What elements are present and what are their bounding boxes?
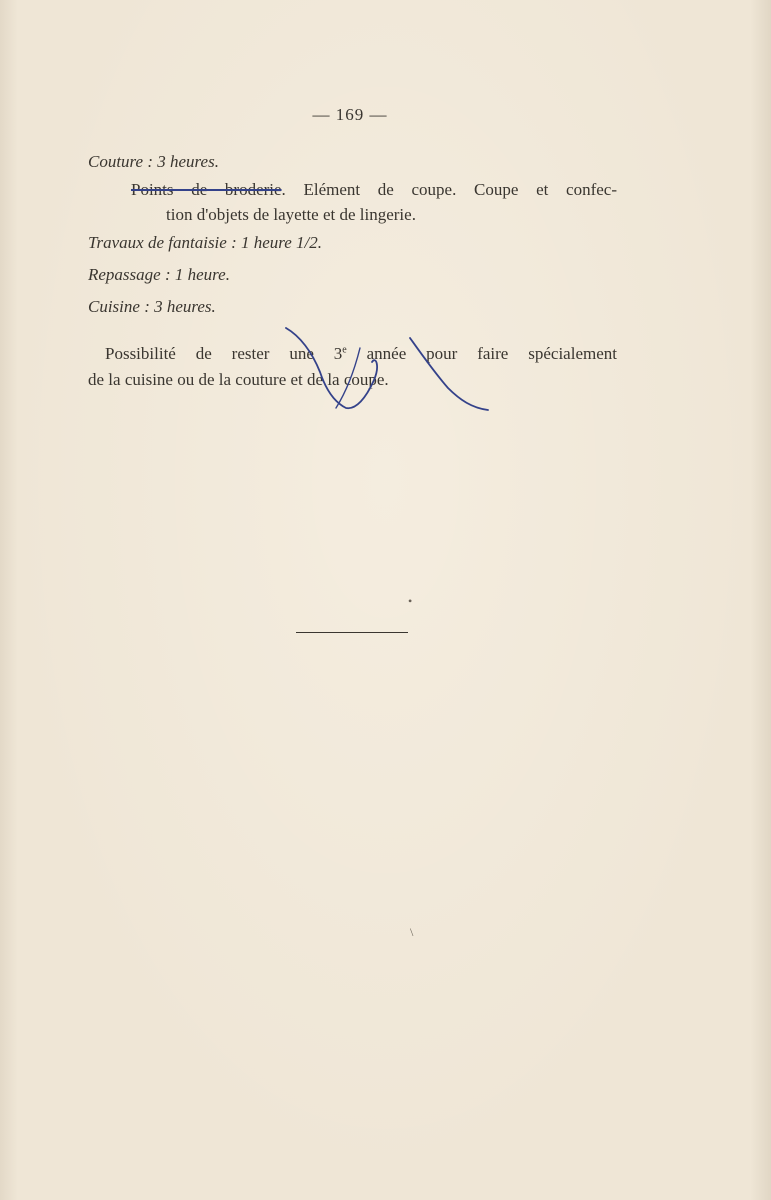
travaux-heading: Travaux de fantaisie : 1 heure 1/2.: [88, 233, 323, 252]
couture-description-line2: tion d'objets de layette et de lingerie.: [166, 205, 416, 224]
possibilite-line1-pre: Possibilité de rester une 3: [105, 344, 343, 363]
ordinal-superscript: e: [342, 344, 347, 356]
paper-speck: \: [410, 925, 414, 939]
page-number: — 169 —: [312, 105, 388, 124]
possibilite-line2: de la cuisine ou de la couture et de la coupe.: [88, 370, 389, 389]
couture-description-rest: . Elément de coupe. Coupe et confec-: [281, 180, 617, 199]
struck-text: Points de broderie: [131, 180, 282, 199]
paper-speck: •: [408, 594, 413, 608]
couture-heading: Couture : 3 heures.: [88, 152, 219, 171]
repassage-heading: Repassage : 1 heure.: [88, 265, 230, 284]
cuisine-heading: Cuisine : 3 heures.: [88, 297, 216, 316]
possibilite-line1-post: année pour faire spécialement: [346, 344, 617, 363]
